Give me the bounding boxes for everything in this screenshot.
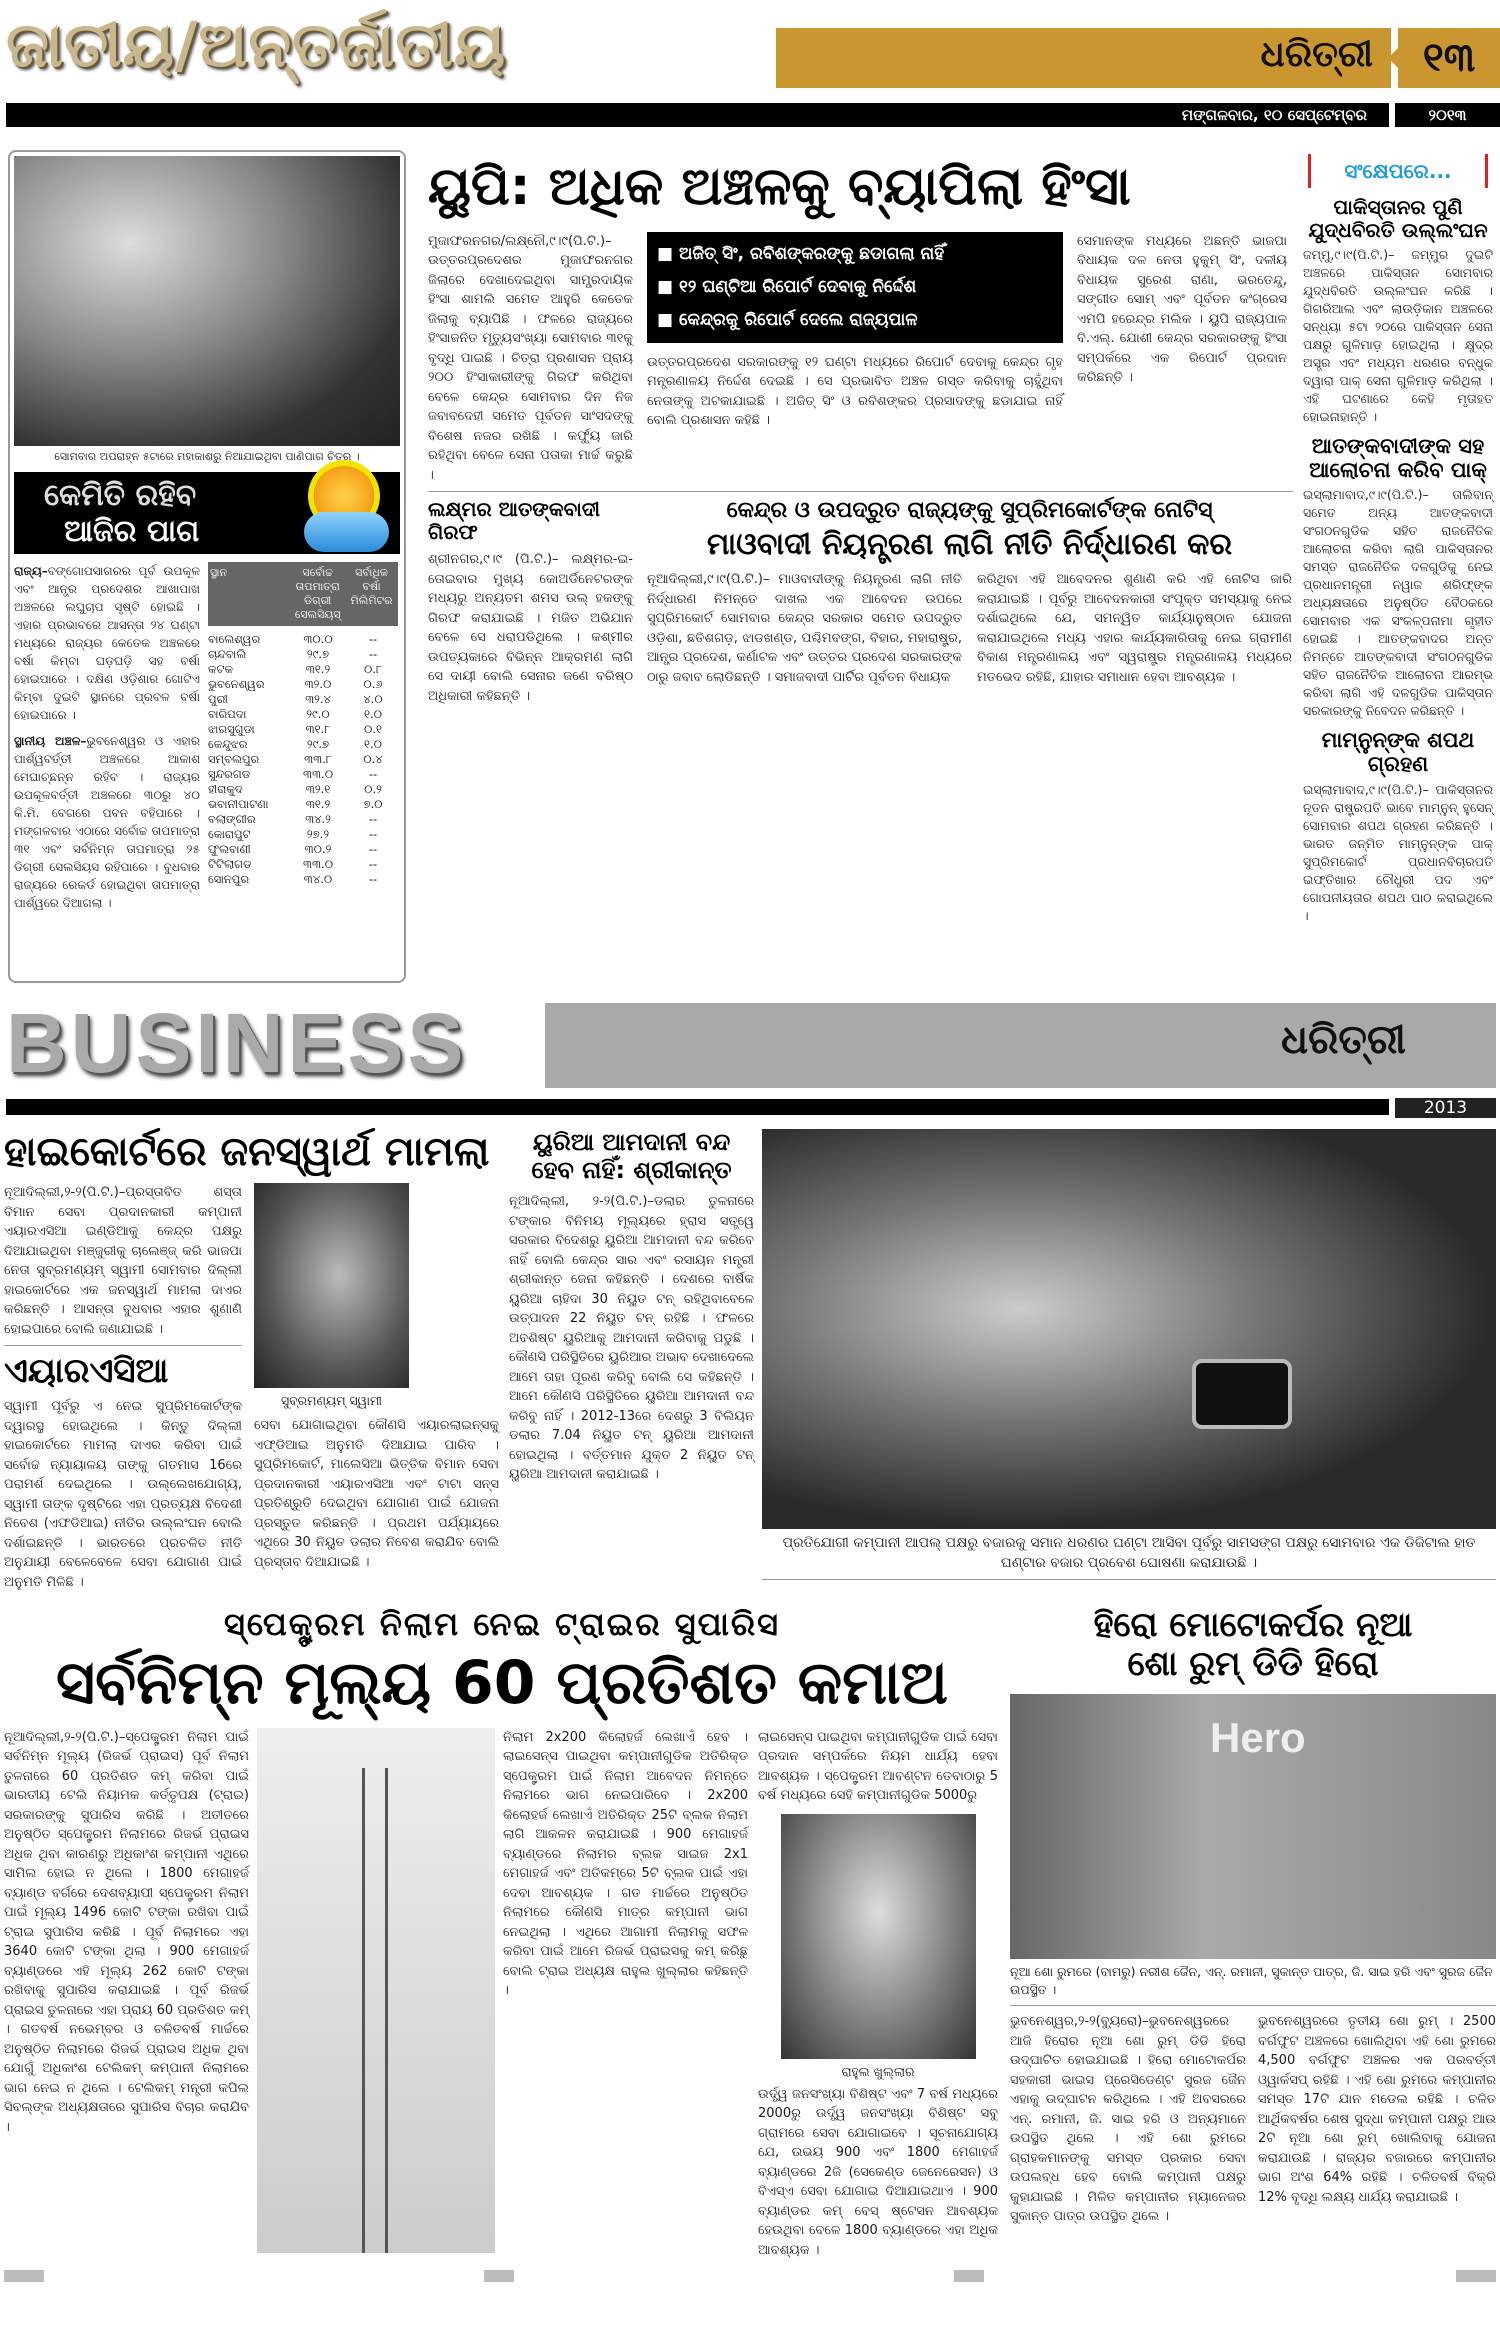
place-cell: ଭବାନୀପାଟଣା xyxy=(208,797,269,811)
secondary-stories xyxy=(428,498,1293,706)
masthead-logo: ଧରିତ୍ରୀ xyxy=(1260,34,1373,75)
max-temp-cell: ୩୧.୨ xyxy=(305,797,331,811)
spectrum-col3-block xyxy=(758,1728,998,2261)
brief-headline: ପାକିସ୍ତାନର ପୁଣି ଯୁଦ୍ଧବିରତି ଉଲ୍ଲଂଘନ xyxy=(1308,195,1488,242)
divider xyxy=(4,1345,242,1346)
rainfall-cell: ୦.୨ xyxy=(364,782,382,796)
place-cell: ବଲାଙ୍ଗୀର xyxy=(208,812,256,826)
table-row xyxy=(208,752,398,767)
year-box: ୨୦୧୩ xyxy=(1395,103,1500,127)
temperature-table xyxy=(208,562,398,887)
print-mark xyxy=(1456,2270,1496,2282)
story-maoist-columns xyxy=(647,570,1292,687)
table-row xyxy=(208,647,398,662)
swamy-photo-caption: ସୁବ୍ରମଣ୍ୟମ୍ ସ୍ୱାମୀ xyxy=(280,1393,383,1408)
rainfall-cell: -- xyxy=(368,647,378,661)
page-number: ୧୩ xyxy=(1398,28,1500,88)
place-cell: ହୀରାକୁଦ xyxy=(208,782,243,796)
highlight-text: ୧୨ ଘଣ୍ଟିଆ ରିପୋର୍ଟ ଦେବାକୁ ନିର୍ଦ୍ଦେଶ xyxy=(678,276,917,297)
print-mark xyxy=(954,2270,984,2282)
rainfall-cell: ୦.୧ xyxy=(364,722,382,736)
brief-body: ଜମ୍ମୁ,୯।୯(ପି.ଟି.)– ଜମ୍ମୁର ଦୁଇଟି ଅଞ୍ଚଳରେ ପାକିସ୍ତାନ ସୋମବାର ଯୁଦ୍ଧବିରତି ଉଲ୍ଲଂଘନ କରିଛି । ଗିଗରିଆଲ ଏବଂ ଲାଉଡ଼ିକାନ ଅଞ୍ଚଳରେ ସନ୍ଧ୍ୟା ୫ଟା ୨୦ରେ ପାକିସ୍ତାନ ସେନା ପକ୍ଷରୁ ଗୁଳିମାଡ଼ ହୋଇଥିଲା । କ୍ଷୁଦ୍ର ଅସ୍ତ୍ର ଏବଂ ମଧ୍ୟମ ଧରଣର ବନ୍ଧୁକ ଦ୍ୱାରା ପାକ୍ ସେନା ଗୁଳିମାଡ଼ କରିଥିଲା । ଏହି ଘଟଣାରେ କେହି ମୃତାହତ ହୋଇନାହାନ୍ତି । xyxy=(1303,247,1493,424)
national-section xyxy=(4,150,1496,983)
rainfall-cell: -- xyxy=(368,857,378,871)
main-story-col2: ଉତ୍ତରପ୍ରଦେଶ ସରକାରଙ୍କୁ ୧୨ ଘଣ୍ଟା ମଧ୍ୟରେ ରିପୋର୍ଟ ଦେବାକୁ କେନ୍ଦ୍ର ଗୃହ ମନ୍ତ୍ରଣାଳୟ ନିର୍ଦ୍ଦେଶ ଦେଇଛି । ସେ ପ୍ରଭାବିତ ଅଞ୍ଚଳ ଗସ୍ତ କରିବାକୁ ଚାହୁଁଥିବା ନେତାଙ୍କୁ ଅଟକାଯାଇଛି । ଅଜିତ୍ ସିଂ ଓ ରବିଶଙ୍କର ପ୍ରସାଦଙ୍କୁ ଛଡାଯାଇ ନାହିଁ ବୋଲି ପ୍ରଶାସନ କହିଛି । xyxy=(647,354,1063,429)
print-mark xyxy=(4,2270,44,2282)
watch-photo-block xyxy=(762,1129,1496,1586)
brief-body: ଇସ୍ଲାମାବାଦ,୯।୯(ପି.ଟି.)– ପାକିସ୍ତାନର ନୂତନ ରାଷ୍ଟ୍ରପତି ଭାବେ ମାମ୍ନୁନ୍ ହୁସେନ୍ ସୋମବାର ଶପଥ ଗ୍ରହଣ କରିଛନ୍ତି । ଭାରତ ଜନ୍ମିତ ମାମ୍ନୁନ୍ଙ୍କ ପାକ୍ ସୁପ୍ରିମକୋର୍ଟ ପ୍ରଧାନବିଚାରପତି ଇଫ୍ତିଖାର ଚୌଧୁରୀ ପଦ ଏବଂ ଗୋପନୀୟତାର ଶପଥ ପାଠ କରାଇଥିଲେ । xyxy=(1303,781,1493,923)
max-temp-cell: ୨୯.୭ xyxy=(306,737,330,751)
place-cell: କୋରାପୁଟ xyxy=(208,827,251,841)
table-row xyxy=(208,662,398,677)
urea-body: ନୂଆଦିଲ୍ଲୀ, ୨-୨(ପି.ଟି.)–ଡଲାର ତୁଳନାରେ ଟଙ୍କାର ବିନିମୟ ମୂଲ୍ୟରେ ହ୍ରାସ ସତ୍ତ୍ୱେ ସରକାର ବିଦେଶରୁ ୟୁରିଆ ଆମଦାନୀ ବନ୍ଦ କରିବେ ନାହିଁ ବୋଲି କେନ୍ଦ୍ର ସାର ଏବଂ ରସାୟନ ମନ୍ତ୍ରୀ ଶ୍ରୀକାନ୍ତ ଜେନା କହିଛନ୍ତି । ଦେଶରେ ବାର୍ଷିକ ୟୁରିଆ ଚାହିଦା 30 ନିୟୁତ ଟନ୍ ରହିଥିବାବେଳେ ଉତ୍ପାଦନ 22 ନିୟୁତ ଟନ୍ ରହିଛି । ଫଳରେ ଅବଶିଷ୍ଟ ୟୁରିଆକୁ ଆମଦାନୀ କରିବାକୁ ପଡୁଛି । କୌଣସି ପରିସ୍ଥିତିରେ ୟୁରିଆର ଅଭାବ ଦେଖାଦେଲେ ଆମେ ତାହା ପୂରଣ କରିବୁ ବୋଲି ସେ କହିଛନ୍ତି । ଆମେ କୌଣସି ପରିସ୍ଥିତିରେ ୟୁରିଆ ଆମଦାନୀ ବନ୍ଦ କରିବୁ ନାହିଁ । 2012-13ରେ ଦେଶରୁ 3 ବିଲିୟନ ଡଲାର 7.04 ନିୟୁତ ଟନ୍ ୟୁରିଆ ଆମଦାନୀ ହୋଇଥିଲା । ବର୍ତ୍ତମାନ ଯୁକ୍ତ 2 ନିୟୁତ ଟନ୍ ୟୁରିଆ ଆମଦାନୀ କରାଯାଇଛି । xyxy=(509,1194,754,1483)
max-temp-cell: ୩୪.୦ xyxy=(303,872,333,886)
table-header xyxy=(208,562,398,626)
place-cell: ଟିଟିଲାଗଡ xyxy=(208,857,252,871)
hero-photo-caption: ନୂଆ ଶୋ ରୁମରେ (ବାମରୁ) ନରୀଶ ଜୈନ, ଏନ୍. ରମାନୀ, ସୁକାନ୍ତ ପାତ୍ର, ଜି. ସାଇ ହରି ଏବଂ ସୁରଜ ଜୈନ ଉପସ୍ଥିତ । xyxy=(1010,1964,1493,1998)
place-cell: କଟକ xyxy=(208,662,233,676)
weather-banner-line1: କେମିତି ରହିବ xyxy=(44,478,197,513)
page-body xyxy=(0,150,1500,2282)
divider xyxy=(762,1579,1496,1580)
pil-columns xyxy=(4,1183,499,1592)
table-row xyxy=(208,872,398,887)
rainfall-cell: -- xyxy=(368,842,378,856)
place-cell: ବାଲେଶ୍ୱର xyxy=(208,632,261,646)
story-lashkar-headline: ଲକ୍ଷ୍ମର ଆତଙ୍କବାଦୀ ଗିରଫ xyxy=(428,497,600,545)
max-temp-cell: ୩୦.୨ xyxy=(304,842,332,856)
airasia-body: ସ୍ୱାମୀ ପୂର୍ବରୁ ଏ ନେଇ ସୁପ୍ରିମକୋର୍ଟଙ୍କ ଦ୍ୱାରସ୍ଥ ହୋଇଥିଲେ । କିନ୍ତୁ ଦିଲ୍ଲୀ ହାଇକୋର୍ଟରେ ମାମଲା ଦାଏର କରିବା ପାଇଁ ସର୍ବୋଚ୍ଚ ନ୍ୟାୟାଳୟ ତାଙ୍କୁ ଗତମାସ 16ରେ ପରାମର୍ଶ ଦେଇଥିଲେ । ଉଲ୍ଲେଖଯୋଗ୍ୟ, ସ୍ୱାମୀ ତାଙ୍କ ଦୃଷ୍ଟିରେ ଏହା ପ୍ରତ୍ୟକ୍ଷ ବିଦେଶୀ ନିବେଶ (ଏଫଡିଆଇ) ନୀତିର ଉଲ୍ଲଂଘନ ବୋଲି ଦର୍ଶାଇଛନ୍ତି । ଭାରତରେ ପ୍ରଚଳିତ ନୀତି ଅନୁଯାୟୀ ବେଳେବେଳେ ସେବା ଯୋଗାଣ ପାଇଁ ଅନୁମତି ମିଳିଛି । xyxy=(4,1399,242,1590)
business-year: 2013 xyxy=(1395,1098,1496,1118)
print-mark xyxy=(484,2270,514,2282)
table-row xyxy=(208,857,398,872)
story-lashkar-body: ଶ୍ରୀନଗର,୯।୯ (ପି.ଟି.)– ଲକ୍ଷ୍ମର-ଇ-ତୋଇବାର ମୁଖ୍ୟ କୋଅର୍ଡିନେଟରଙ୍କ ମଧ୍ୟରୁ ଅନ୍ୟତମ ଶମସ ଉଲ୍ ହକଙ୍କୁ ଗିରଫ କରାଯାଇଛି । ମଜିତ ଅଭିଯାନ ବେଳେ ସେ ଧରାପଡିଥିଲେ । କଶ୍ମୀର ଉପତ୍ୟକାରେ ବିଭିନ୍ନ ଆକ୍ରମଣ ଲାଗି ସେ ଦାୟୀ ବୋଲି ସେନାର ଜଣେ ବରିଷ୍ଠ ଅଧିକାରୀ କହିଛନ୍ତି । xyxy=(428,552,633,704)
rainfall-cell: -- xyxy=(368,872,378,886)
pil-story xyxy=(4,1129,499,1592)
spectrum-col4: ଉର୍ଦ୍ଧ୍ୱ ଜନସଂଖ୍ୟା ବିଶିଷ୍ଟ ଏବଂ 7 ବର୍ଷ ମଧ୍ୟରେ 2000ରୁ ଉର୍ଦ୍ଧ୍ୱ ଜନସଂଖ୍ୟା ବିଶିଷ୍ଟ ସବୁ ଗ୍ରାମରେ ସେବା ଯୋଗାଇବେ । ସୂଚନାଯୋଗ୍ୟ ଯେ, ଉଭୟ 900 ଏବଂ 1800 ମେଗାହର୍ଜ ବ୍ୟାଣ୍ଡରେ 2ଜି (ସେକେଣ୍ଡ ଜେନେରେସନ) ଓ ବିଏସ୍‌ଏ ସେବା ଯୋଗାଇ ଦିଆଯାଇଥାଏ । 900 ବ୍ୟାଣ୍ଡର କମ୍ ବେସ୍ ଷ୍ଟେସନ ଆବଶ୍ୟକ ହେଉଥିବା ବେଳେ 1800 ବ୍ୟାଣ୍ଡରେ ଏହା ଅଧିକ ଆବଶ୍ୟକ । xyxy=(758,2086,998,2258)
business-row-1 xyxy=(4,1129,1496,1592)
hero-col1: ଭୁବନେଶ୍ୱର,୨-୨(ବ୍ୟୁରୋ)–ଭୁବନେଶ୍ୱରରେ ଆଜି ହିରୋର ନୂଆ ଶୋ ରୁମ୍ ଡିଡି ହିରୋ ଉଦ୍‌ଘାଟିତ ହୋଇଯାଇଛି । ହିରୋ ମୋଟୋକର୍ପର ସହକାରୀ ଭାଇସ ପ୍ରେସିଡେଣ୍ଟ ସୁରଜ ଜୈନ ଏହାକୁ ଉଦ୍‌ଘାଟନ କରିଥିଲେ । ଏହି ଅବସରରେ ଏନ୍. ରମାନୀ, ଜି. ସାଇ ହରି ଓ ଅନ୍ୟମାନେ ଉପସ୍ଥିତ ଥିଲେ । ଏହି ଶୋ ରୁମରେ ଗ୍ରାହକମାନଙ୍କୁ ସମସ୍ତ ପ୍ରକାର ସେବା ଉପଲବ୍ଧ ହେବ ବୋଲି କମ୍ପାନୀ ପକ୍ଷରୁ କୁହାଯାଇଛି । ମିଳିତ କମ୍ପାନୀର ମ୍ୟାନେଜର ସୁକାନ୍ତ ପାତ୍ର ଉପସ୍ଥିତ ଥିଲେ । xyxy=(1010,2014,1246,2225)
business-rule xyxy=(6,1099,1389,1115)
business-banner-bar xyxy=(545,1003,1496,1088)
table-row xyxy=(208,737,398,752)
table-row xyxy=(208,767,398,782)
rainfall-cell: ୧.୦ xyxy=(364,737,382,751)
max-temp-cell: ୩୩.୮ xyxy=(304,752,332,766)
spectrum-col3: ଲାଇସେନ୍ସ ପାଇଥିବା କମ୍ପାନୀଗୁଡିକ ପାଇଁ ସେବା ପ୍ରଦାନ ସମ୍ପର୍କରେ ନିୟମ ଧାର୍ଯ୍ୟ ହେବା ଆବଶ୍ୟକ । ସ୍ପେକ୍ଟ୍ରମ ଆବଣ୍ଟନ ତେବାଠାରୁ 5 ବର୍ଷ ମଧ୍ୟରେ ସେହି କମ୍ପାନୀଗୁଡିକ 5000ରୁ xyxy=(758,1729,998,1804)
print-marks xyxy=(4,2270,1496,2282)
col-max-temp: ସର୍ବୋଚ୍ଚ ତାପମାତ୍ରା ଡିଗ୍ରୀ ସେଲସିୟସ୍ xyxy=(294,566,341,621)
table-row xyxy=(208,677,398,692)
spectrum-headline: ସର୍ବନିମ୍ନ ମୂଲ୍ୟ 60 ପ୍ରତିଶତ କମାଅ xyxy=(55,1647,949,1718)
business-banner xyxy=(4,995,1496,1129)
table-row xyxy=(208,797,398,812)
story-maoist-headline: ମାଓବାଦୀ ନିୟନ୍ତ୍ରଣ ଲାଗି ନୀତି ନିର୍ଦ୍ଧାରଣ କର xyxy=(706,526,1233,562)
hero-headline-line1: ହିରୋ ମୋଟୋକର୍ପର ନୂଆ xyxy=(1093,1605,1413,1646)
rainfall-cell: -- xyxy=(368,767,378,781)
story-lashkar xyxy=(428,498,633,706)
highlight-item: ■ କେନ୍ଦ୍ରକୁ ରିପୋର୍ଟ ଦେଲେ ରାଜ୍ୟପାଳ xyxy=(657,309,918,330)
pil-body: ନୂଆଦିଲ୍ଲୀ,୨-୨(ପି.ଟି.)–ପ୍ରସ୍ତାବିତ ଶସ୍ତା ବିମାନ ସେବା ପ୍ରଦାନକାରୀ କମ୍ପାନୀ ଏୟାରଏସିଆ ଇଣ୍ଡିଆକୁ କେନ୍ଦ୍ର ପକ୍ଷରୁ ଦିଆଯାଇଥିବା ମଞ୍ଜୁରୀକୁ ଚାଲେଞ୍ଜ୍ କରି ଭାଜପା ନେତା ସୁବ୍ରମଣ୍ୟମ୍ ସ୍ୱାମୀ ସୋମବାର ଦିଲ୍ଲୀ ହାଇକୋର୍ଟରେ ଏକ ଜନସ୍ୱାର୍ଥ ମାମଲା ଦାଏର କରିଛନ୍ତି । ଆସନ୍ତା ବୁଧବାର ଏହାର ଶୁଣାଣି ହୋଇପାରେ ବୋଲି ଜଣାଯାଇଛି । xyxy=(4,1185,242,1337)
main-story-columns xyxy=(428,232,1293,486)
main-story-highlights xyxy=(647,232,1063,343)
story-maoist-col1: ନୂଆଦିଲ୍ଲୀ,୯।୯(ପି.ଟି.)– ମାଓବାଦୀଙ୍କୁ ନିୟନ୍ତ୍ରଣ ଲାଗି ନୀତି ନିର୍ଦ୍ଧାରଣ ନିମନ୍ତେ ଦାଖଲ ଏକ ଆବେଦନ ଉପରେ ସୁପ୍ରିମକୋର୍ଟ ସୋମବାର କେନ୍ଦ୍ର ସରକାର ସମେତ ଉପଦ୍ରୁତ ଓଡ଼ିଶା, ଛତିଶଗଡ଼, ଝାଡଖଣ୍ଡ, ପଶ୍ଚିମବଙ୍ଗ, ବିହାର, ମହାରାଷ୍ଟ୍ର, ଆନ୍ଧ୍ର ପ୍ରଦେଶ, କର୍ଣାଟକ ଏବଂ ଉତ୍ତର ପ୍ରଦେଶ ସରକାରଙ୍କ ଠାରୁ ଜବାବ ଲୋଡିଛନ୍ତି । ସମାଜବାଦୀ ପାର୍ଟିର ପୂର୍ବତନ ବିଧାୟକ xyxy=(647,572,962,685)
max-temp-cell: ୩୩.୦ xyxy=(302,767,334,781)
rainfall-cell: ୭.୦ xyxy=(363,797,383,811)
pil-col-right xyxy=(254,1183,499,1572)
place-cell: ଚାନ୍ଦବାଲି xyxy=(208,647,247,661)
spectrum-col2: ନିଲାମ 2x200 କିଲୋହର୍ଜ ଲେଖାଏଁ ହେବ । ଲାଇସେନ୍ସ ପାଇଥିବା କମ୍ପାନୀଗୁଡିକ ଅତିରିକ୍ତ ସ୍ପେକ୍ଟ୍ରମ ପାଇଁ ନିଲାମ ଆବେଦନ ନିମନ୍ତେ ନିଲାମରେ ଭାଗ ନେଇପାରିବେ । 2x200 କିଲୋହର୍ଜ ଲେଖାଏଁ ଅତିରିକ୍ତ 25ଟି ବ୍ଲକ ନିଲାମ ଲାଗି ଆକଳନ କରାଯାଇଛି । 900 ମେଗାହର୍ଜ ବ୍ୟାଣ୍ଡରେ ନିଲାମର ବ୍ଲକ ସାଇଜ 2x1 ମେଗାହର୍ଜ ଏବଂ ଅତିକମ୍‌ରେ 5ଟି ବ୍ଲକ ପାଇଁ ଏହା ଦେବା ଆବଶ୍ୟକ । ଗତ ମାର୍ଚ୍ଚରେ ଅନୁଷ୍ଠିତ ନିଲାମରେ କୌଣସି ମାତ୍ର କମ୍ପାନୀ ଭାଗ ନେଇଥିଲା । ଏଥିରେ ଆଗାମୀ ନିଲାମକୁ ସଫଳ କରିବା ପାଇଁ ଆମେ ରିଜର୍ଭ ପ୍ରାଇସକୁ କମ୍ କରିଛୁ ବୋଲି ଟ୍ରାଇ ଅଧ୍ୟକ୍ଷ ରାହୁଲ ଖୁଲ୍ଲାର କହିଛନ୍ତି । xyxy=(503,1729,748,1999)
state-forecast: ବଙ୍ଗୋପସାଗରର ପୂର୍ବ ଉପକୂଳ ଏବଂ ଆନ୍ଧ୍ର ପ୍ରଦେଶର ଆଖାପାଖ ଅଞ୍ଚଳରେ ଲଘୁଚାପ ସୃଷ୍ଟି ହୋଇଛି । ଏହାର ପ୍ରଭାବରେ ଆସନ୍ତା ୨୪ ଘଣ୍ଟା ମଧ୍ୟରେ ରାଜ୍ୟର କେତେକ ଅଞ୍ଚଳରେ ବର୍ଷା କିମ୍ବା ଘଡ଼ଘଡ଼ି ସହ ବର୍ଷା ହୋଇପାରେ । ଦକ୍ଷିଣ ଓଡ଼ିଶାର ଗୋଟିଏ କିମ୍ବା ଦୁଇଟି ସ୍ଥାନରେ ପ୍ରବଳ ବର୍ଷା ହୋଇପାରେ । xyxy=(14,564,200,722)
hero-logo: Hero xyxy=(1210,1714,1306,1762)
rainfall-cell: ୦.୪ xyxy=(363,752,383,766)
highlight-text: କେନ୍ଦ୍ରକୁ ରିପୋର୍ଟ ଦେଲେ ରାଜ୍ୟପାଳ xyxy=(678,309,918,330)
place-cell: ଭୁବନେଶ୍ୱର xyxy=(208,677,265,691)
spectrum-col1: ନୂଆଦିଲ୍ଲୀ,୨-୨(ପି.ଟି.)–ସ୍ପେକ୍ଟ୍ରମ ନିଲାମ ପାଇଁ ସର୍ବନିମ୍ନ ମୂଲ୍ୟ (ରିଜର୍ଭ ପ୍ରାଇସ) ପୂର୍ବ ନିଲାମ ତୁଳନାରେ 60 ପ୍ରତିଶତ କମ୍ କରିବା ପାଇଁ ଭାରତୀୟ ଟେଲି ନିୟାମକ କର୍ତ୍ତୃପକ୍ଷ (ଟ୍ରାଇ) ସରକାରଙ୍କୁ ସୁପାରିସ କରିଛି । ଅତୀତରେ ଅନୁଷ୍ଠିତ ସ୍ପେକ୍ଟ୍ରମ ନିଲାମରେ ରିଜର୍ଭ ପ୍ରାଇସ ଅଧିକ ଥିବା କାରଣରୁ ଅଧିକାଂଶ କମ୍ପାନୀ ଏଥିରେ ସାମିଲ ହୋଇ ନ ଥିଲେ । 1800 ମେଗାହର୍ଜ ବ୍ୟାଣ୍ଡ ବର୍ଗରେ ଦେଶବ୍ୟାପୀ ସ୍ପେକ୍ଟ୍ରମ ନିଲାମ ପାଇଁ ମୂଲ୍ୟ 1496 କୋଟି ଟଙ୍କା ରଖିବା ପାଇଁ ଟ୍ରାଇ ସୁପାରିସ କରିଛି । ପୂର୍ବ ନିଲାମରେ ଏହା 3640 କୋଟି ଟଙ୍କା ଥିଲା । 900 ମେଗାହର୍ଜ ବ୍ୟାଣ୍ଡରେ ଏହି ମୂଲ୍ୟ 262 କୋଟି ଟଙ୍କା ରଖିବାକୁ ସୁପାରିସ କରାଯାଇଛି । ପୂର୍ବ ରିଜର୍ଭ ପ୍ରାଇସ ତୁଳନାରେ ଏହା ପ୍ରାୟ 60 ପ୍ରତିଶତ କମ୍ । ଗତବର୍ଷ ନଭେମ୍ବର ଓ ଚଳିତବର୍ଷ ମାର୍ଚ୍ଚରେ ଅନୁଷ୍ଠିତ ନିଲାମରେ ରିଜର୍ଭ ପ୍ରାଇସ ଅଧିକ ଥିବା ଯୋଗୁଁ ଅଧିକାଂଶ ଟେଲିକମ୍ କମ୍ପାନୀ ନିଲାମରେ ଭାଗ ନେଇ ନ ଥିଲେ । ଟେଲିକମ୍ ମନ୍ତ୍ରୀ କପିଲ ସିବଲ୍ଙ୍କ ଅଧ୍ୟକ୍ଷତାରେ ସୁପାରିସ ବିଚାର କରାଯିବ । xyxy=(4,1729,249,2135)
max-temp-cell: ୩୧.୮ xyxy=(305,722,331,736)
rainfall-cell: ୦.୬ xyxy=(363,677,383,691)
max-temp-cell: ୩୧.୨ xyxy=(305,662,331,676)
table-row xyxy=(208,722,398,737)
urea-story xyxy=(509,1129,754,1485)
weather-banner-line2: ଆଜିର ପାଗ xyxy=(64,514,200,549)
in-brief-tag: ସଂକ୍ଷେପରେ... xyxy=(1308,154,1488,188)
main-story-middle xyxy=(647,232,1063,431)
state-label: ରାଜ୍ୟ– xyxy=(14,564,48,578)
rainfall-cell: -- xyxy=(368,812,378,826)
place-cell: ପୁରୀ xyxy=(208,692,228,706)
table-row xyxy=(208,707,398,722)
story-maoist-kicker: କେନ୍ଦ୍ର ଓ ଉପଦ୍ରୁତ ରାଜ୍ୟଙ୍କୁ ସୁପ୍ରିମକୋର୍ଟଙ୍କ ନୋଟିସ୍ xyxy=(726,498,1213,524)
main-story-col3: ସେମାନଙ୍କ ମଧ୍ୟରେ ଅଛନ୍ତି ଭାଜପା ବିଧାୟକ ଦଳ ନେତା ହୁକୁମ୍ ସିଂ, ଦଳୀୟ ବିଧାୟକ ସୁରେଶ ରାଣା, ଭରତେନ୍ଦୁ, ସଙ୍ଗୀତ ସୋମ୍ ଏବଂ ପୂର୍ବତନ କଂଗ୍ରେସ ଏମପି ହରେନ୍ଦ୍ର ମଲିକ । ୟୁପି ରାଜ୍ୟପାଳ ବି.ଏଲ୍. ଯୋଶୀ କେନ୍ଦ୍ର ସରକାରଙ୍କୁ ହିଂସା ସମ୍ପର୍କରେ ଏକ ରିପୋର୍ଟ ପ୍ରଦାନ କରିଛନ୍ତି । xyxy=(1077,233,1287,386)
place-cell: ସୋନପୁର xyxy=(208,872,250,886)
divider xyxy=(428,491,1293,492)
business-title: BUSINESS xyxy=(6,996,468,1090)
place-cell: ଫୁଲବାଣୀ xyxy=(208,842,251,856)
telecom-tower-photo xyxy=(257,1728,495,2253)
airasia-body-cont: ସେବା ଯୋଗାଇଥିବା କୌଣସି ଏୟାରଲାଇନ୍ସକୁ ଏଫ୍‌ଡିଆଇ ଅନୁମତି ଦିଆଯାଇ ପାରିବ । ସୁପ୍ରିମକୋର୍ଟ, ମାଲେସିଆ ଭିତ୍ତିକ ବିମାନ ସେବା ପ୍ରଦାନକାରୀ ଏୟାରଏସିଆ ଏବଂ ଟାଟା ସନ୍ସ ପ୍ରତିଶ୍ରୁତି ଦେଇଥିବା ଯୋଗାଣ ପାଇଁ ଯୋଜନା ପ୍ରସ୍ତୁତ କରିଛନ୍ତି । ପ୍ରଥମ ପର୍ଯ୍ୟାୟରେ ଏଥିରେ 30 ନିୟୁତ ଡଲାର ନିବେଶ କରାଯିବ ବୋଲି ପ୍ରସ୍ତାବ ଦିଆଯାଇଛି । xyxy=(254,1418,499,1570)
table-body xyxy=(208,626,398,887)
story-maoist xyxy=(647,498,1292,687)
max-temp-cell: ୨୯.୦ xyxy=(306,707,330,721)
samsung-watch-photo xyxy=(762,1129,1496,1529)
rainfall-cell: ୧.୦ xyxy=(364,707,382,721)
brief-headline: ଆତଙ୍କବାଦୀଙ୍କ ସହ ଆଲୋଚନା କରିବ ପାକ୍ xyxy=(1309,434,1487,483)
table-row xyxy=(208,812,398,827)
cloud-icon xyxy=(304,512,389,552)
swamy-photo xyxy=(254,1183,409,1388)
max-temp-cell: ୩୨.୦ xyxy=(304,677,332,691)
satellite-caption: ସୋମବାର ଅପରାହ୍ନ ୫ଟାରେ ମହାକାଶରୁ ନିଆଯାଇଥିବା ପାଣିପାଗ ଚିତ୍ର । xyxy=(54,450,360,463)
date-bar: ମଙ୍ଗଳବାର, ୧୦ ସେପ୍ଟେମ୍ବର xyxy=(6,103,1389,127)
weather-forecast xyxy=(14,562,200,912)
place-cell: କେନ୍ଦୁଝର xyxy=(208,737,248,751)
hero-col2: ଭୁବନେଶ୍ୱରରେ ତୃତୀୟ ଶୋ ରୁମ୍ । 2500 ବର୍ଗଫୁଟ ଅଞ୍ଚଳରେ ଖୋଲିଥିବା ଏହି ଶୋ ରୁମରେ 4,500 ବର୍ଗଫୁଟ ଅଞ୍ଚଳର ଏକ ପରବର୍ତ୍ତୀ ଓ୍ୱାର୍କସପ୍ ରହିଛି । ଏହି ଶୋ ରୁମରେ କମ୍ପାନୀର ସମସ୍ତ 17ଟି ଯାନ ମଡେଲ ରହିଛି । ଚଳିତ ଆର୍ଥିକବର୍ଷର ଶେଷ ସୁଦ୍ଧା କମ୍ପାନୀ ପକ୍ଷରୁ ଆଉ 2ଟି ନୂଆ ଶୋ ରୁମ୍ ଖୋଲିବାକୁ ଯୋଜନା କରାଯାଉଛି । ରାଜ୍ୟର ବଜାରରେ କମ୍ପାନୀର ଭାଗ ଅଂଶ 64% ରହିଛି । ଚଳିତବର୍ଷ ବିକ୍ରି 12% ବୃଦ୍ଧି ଲକ୍ଷ୍ୟ ଧାର୍ଯ୍ୟ କରାଯାଇଛି । xyxy=(1258,2014,1496,2205)
rahul-khullar-photo xyxy=(781,1814,976,2059)
pil-col-left xyxy=(4,1183,242,1592)
spectrum-columns xyxy=(4,1728,1000,2261)
main-story-col1: ମୁଜାଫରନଗର/ଲକ୍ଷ୍ନୌ,୯।୯(ପି.ଟି.)– ଉତ୍ତରପ୍ରଦେଶର ମୁଜାଫରନଗର ଜିଲାରେ ଦେଖାଦେଇଥିବା ସାମ୍ପ୍ରଦାୟିକ ହିଂସା ଶାମଲି ସମେତ ଆହୁରି କେତେକ ଜିଲାକୁ ବ୍ୟାପିଛି । ଫଳରେ ରାଜ୍ୟରେ ହିଂସାଜନିତ ମୃତ୍ୟୁସଂଖ୍ୟା ସୋମବାର ୩୧କୁ ବୃଦ୍ଧି ପାଇଛି । ଚିତ୍ରା ପ୍ରଶାସନ ପ୍ରାୟ ୨୦୦ ହିଂସାକାରୀଙ୍କୁ ଗିରଫ କରିଥିବା ବେଳେ କେନ୍ଦ୍ର ସୋମବାର ଦିନ ନିଜ ଜବାବଦେହୀ ସମେତ ପୂର୍ବତନ ସାଂସଦଙ୍କୁ ବିଶେଷ ନଜର ରଖିଛି । କର୍ଫ୍ୟୁ ଜାରି ରହିଥିବା ବେଳେ ସେନା ପତାକା ମାର୍ଚ୍ଚ କରୁଛି । xyxy=(428,233,633,483)
khullar-photo-caption: ରାହୁଲ ଖୁଲ୍ଲାର xyxy=(841,2063,915,2079)
table-row xyxy=(208,692,398,707)
story-maoist-col2: କରିଥିବା ଏହି ଆବେଦନର ଶୁଣାଣି କରି ଏହି ନୋଟିସ ଜାରି କରାଯାଇଛି । ପୂର୍ବରୁ ଆବେଦନକାରୀ ସଂପୃକ୍ତ ସମସ୍ୟାକୁ ନେଇ ଦର୍ଶାଇଥିଲେ ଯେ, ସମନ୍ୱିତ କାର୍ଯ୍ୟାନୁଷ୍ଠାନ ଯୋଜନା କରାଯାଇଥିଲେ ମଧ୍ୟ ଏହାର କାର୍ଯ୍ୟକାରିତାକୁ ନେଇ ଗ୍ରାମୀଣ ବିକାଶ ମନ୍ତ୍ରଣାଳୟ ଏବଂ ସ୍ୱରାଷ୍ଟ୍ର ମନ୍ତ୍ରଣାଳୟ ମଧ୍ୟରେ ମତଭେଦ ରହିଛି, ଯାହାର ସମାଧାନ ହେବା ଆବଶ୍ୟକ । xyxy=(977,572,1292,685)
satellite-image xyxy=(14,156,400,446)
hero-story xyxy=(1010,1606,1496,2227)
tower-graphic xyxy=(362,1768,388,2253)
col-place: ସ୍ଥାନ xyxy=(210,566,228,579)
brief-headline: ମାମ୍ନୁନ୍ଙ୍କ ଶପଥ ଗ୍ରହଣ xyxy=(1321,728,1475,777)
pil-headline: ହାଇକୋର୍ଟରେ ଜନସ୍ୱାର୍ଥ ମାମଲା xyxy=(4,1129,490,1175)
main-news-area xyxy=(428,150,1293,706)
place-cell: ସୁନ୍ଦରଗଡ xyxy=(208,767,251,781)
local-label: ସ୍ଥାନୀୟ ଅଞ୍ଚଳ– xyxy=(14,734,87,748)
section-title: ଜାତୀୟ/ଅନ୍ତର୍ଜାତୀୟ xyxy=(6,8,507,81)
rainfall-cell: ୪.୦ xyxy=(363,692,383,706)
table-row xyxy=(208,842,398,857)
hero-showroom-photo xyxy=(1010,1694,1496,1959)
spectrum-kicker: ସ୍ପେକ୍ଟ୍ରମ ନିଲାମ ନେଇ ଟ୍ରାଇର ସୁପାରିସ xyxy=(223,1605,781,1644)
table-row xyxy=(208,827,398,842)
divider xyxy=(1010,2005,1496,2006)
max-temp-cell: ୩୩.୦ xyxy=(302,857,334,871)
main-headline: ୟୁପି: ଅଧିକ ଅଞ୍ଚଳକୁ ବ୍ୟାପିଲା ହିଂସା xyxy=(428,157,1131,217)
local-forecast: ଭୁବନେଶ୍ୱର ଓ ଏହାର ପାର୍ଶ୍ୱବର୍ତ୍ତୀ ଅଞ୍ଚଳରେ ଆକାଶ ମେଘାଚ୍ଛନ୍ନ ରହିବ । ରାଜ୍ୟର ଉପକୂଳବର୍ତ୍ତୀ ଅଞ୍ଚଳରେ ୩୦ରୁ ୪୦ କି.ମି. ବେଗରେ ପବନ ବହିପାରେ । ମଙ୍ଗଳବାର ଏଠାରେ ସର୍ବୋଚ୍ଚ ତାପମାତ୍ରା ୩୧ ଏବଂ ସର୍ବନିମ୍ନ ତାପମାତ୍ରା ୨୫ ଡିଗ୍ରୀ ସେଲସିୟସ ରହିପାରେ । ବୁଧବାର ରାଜ୍ୟରେ ରେକର୍ଡ ହୋଇଥିବା ତାପମାତ୍ରା ପାର୍ଶ୍ୱରେ ଦିଆଗଲା । xyxy=(14,734,200,910)
highlight-item: ■ ୧୨ ଘଣ୍ଟିଆ ରିପୋର୍ଟ ଦେବାକୁ ନିର୍ଦ୍ଦେଶ xyxy=(657,276,917,297)
airasia-subhead: ଏୟାରଏସିଆ xyxy=(4,1351,169,1391)
hero-columns xyxy=(1010,2012,1496,2227)
highlight-text: ଅଜିତ୍ ସିଂ, ରବିଶଙ୍କରଙ୍କୁ ଛଡାଗଲା ନାହିଁ xyxy=(678,243,945,264)
place-cell: ବାରିପଦା xyxy=(208,707,247,721)
urea-headline: ୟୁରିଆ ଆମଦାନୀ ବନ୍ଦ ହେବ ନାହିଁ: ଶ୍ରୀକାନ୍ତ xyxy=(531,1128,732,1184)
business-row-2 xyxy=(4,1606,1496,2260)
max-temp-cell: ୨୯.୭ xyxy=(306,647,330,661)
max-temp-cell: ୨୭.୨ xyxy=(306,827,330,841)
weather-details xyxy=(14,562,400,912)
weather-banner xyxy=(14,472,400,554)
rainfall-cell: ୦.୮ xyxy=(364,662,382,676)
table-row xyxy=(208,782,398,797)
max-temp-cell: ୩୪.୨ xyxy=(305,812,331,826)
max-temp-cell: ୩୨.୪ xyxy=(305,692,331,706)
place-cell: ସମ୍ବଲପୁର xyxy=(208,752,260,766)
rainfall-cell: -- xyxy=(368,632,378,646)
brief-body: ଇସ୍ଲାମାବାଦ,୯।୯(ପି.ଟି.)– ତାଲିବାନ୍ ସମେତ ଅନ୍ୟ ଆତଙ୍କବାଦୀ ସଂଗଠନଗୁଡିକ ସହିତ ରାଜନୈତିକ ଆଲୋଚନା କରିବା ଲାଗି ପାକିସ୍ତାନର ସମସ୍ତ ରାଜନୈତିକ ଦଳଗୁଡିକୁ ନେଇ ପ୍ରଧାନମନ୍ତ୍ରୀ ନୱାଜ ଶରିଫ୍ଙ୍କ ଅଧ୍ୟକ୍ଷତାରେ ଅନୁଷ୍ଠିତ ବୈଠକରେ ସୋମବାର ଏକ ସଂକଳ୍ପନାମା ଗୃହୀତ ହୋଇଛି । ଆତଙ୍କବାଦର ଅନ୍ତ ନିମନ୍ତେ ଆତଙ୍କବାଦୀ ସଂଗଠନଗୁଡିକ ସହିତ ରାଜନୈତିକ ଆଲୋଚନା ଆରମ୍ଭ କରିବା ଲାଗି ଏହି ଦଳଗୁଡିକ ପାକିସ୍ତାନ ସରକାରଙ୍କୁ ନିବେଦନ କରିଛନ୍ତି । xyxy=(1303,487,1493,719)
watch-photo-caption: ପ୍ରତିଯୋଗୀ କମ୍ପାନୀ ଆପଲ୍ ପକ୍ଷରୁ ବଜାରକୁ ସମାନ ଧରଣର ଘଣ୍ଟା ଆସିବା ପୂର୍ବରୁ ସାମସଙ୍ଗ ପକ୍ଷରୁ ସୋମବାର ଏକ ଡିଜିଟାଲ ହାତ ଘଣ୍ଟାର ବଜାର ପ୍ରବେଶ ଘୋଷଣା କରାଯାଉଛି । xyxy=(782,1535,1476,1571)
col-rainfall: ସର୍ବାଧିକ ବର୍ଷା ମିଲିମିଟର xyxy=(350,566,393,607)
weather-box xyxy=(8,150,406,983)
max-temp-cell: ୩୨.୧ xyxy=(305,782,331,796)
business-masthead: ଧରିତ୍ରୀ xyxy=(1281,1017,1406,1063)
table-row xyxy=(208,632,398,647)
place-cell: ଝାରସୁଗୁଡା xyxy=(208,722,255,736)
smartwatch-graphic xyxy=(1192,1359,1292,1429)
in-brief-sidebar xyxy=(1303,150,1493,925)
hero-headline-line2: ଶୋ ରୁମ୍ ଡିଡି ହିରୋ xyxy=(1127,1644,1379,1685)
rainfall-cell: -- xyxy=(368,827,378,841)
masthead-bar xyxy=(776,28,1391,88)
max-temp-cell: ୩୦.୦ xyxy=(303,632,333,646)
highlight-item: ■ ଅଜିତ୍ ସିଂ, ରବିଶଙ୍କରଙ୍କୁ ଛଡାଗଲା ନାହିଁ xyxy=(657,243,945,264)
spectrum-story xyxy=(4,1606,1000,2260)
